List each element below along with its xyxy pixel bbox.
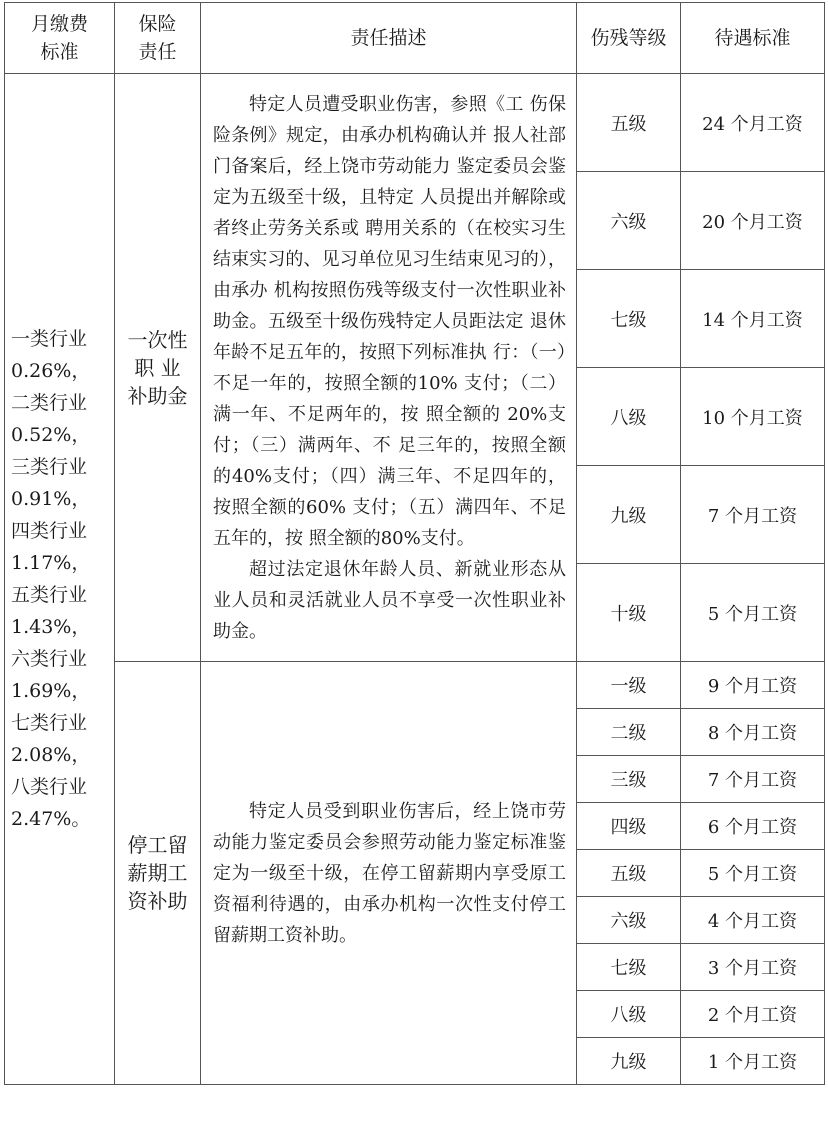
benefit-cell: 5 个月工资 xyxy=(681,564,825,662)
table-row xyxy=(5,74,825,172)
benefit-cell: 2 个月工资 xyxy=(681,991,825,1038)
header-row xyxy=(5,3,825,74)
grade-cell: 七级 xyxy=(577,944,681,991)
benefit-cell: 7 个月工资 xyxy=(681,466,825,564)
grade-cell: 二级 xyxy=(577,709,681,756)
benefit-cell: 24 个月工资 xyxy=(681,74,825,172)
liability-wage-subsidy: 停工留 薪期工 资补助 xyxy=(115,662,201,1085)
grade-cell: 九级 xyxy=(577,1038,681,1085)
benefit-cell: 8 个月工资 xyxy=(681,709,825,756)
grade-cell: 五级 xyxy=(577,850,681,897)
grade-cell: 一级 xyxy=(577,662,681,709)
header-disability-grade: 伤残等级 xyxy=(577,3,681,74)
grade-cell: 五级 xyxy=(577,74,681,172)
benefit-cell: 1 个月工资 xyxy=(681,1038,825,1085)
grade-cell: 八级 xyxy=(577,991,681,1038)
liability-one-time-subsidy: 一次性 职 业 补助金 xyxy=(115,74,201,662)
header-monthly-rate: 月缴费 标准 xyxy=(5,3,115,74)
benefit-cell: 20 个月工资 xyxy=(681,172,825,270)
benefit-cell: 3 个月工资 xyxy=(681,944,825,991)
description-paragraph: 特定人员遭受职业伤害，参照《工 伤保险条例》规定，由承办机构确认并 报人社部门备案后，经上饶市劳动能力 鉴定委员会鉴定为五级至十级，且特定 人员提出并解除或者终止劳务关系或 聘用关系的（在校实习生结束实习的、见习单位见习生结束见习的），由承办 机构按照伤残等级支付一次性职业补 助金。五级至十级伤残特定人员距法定 退休年龄不足五年的，按照下列标准执 行：（一）不足一年的，按照全额的10% 支付；（二）满一年、不足两年的，按 照全额的 20%支付；（三）满两年、不 足三年的，按照全额的40%支付；（四）满三年、不足四年的，按照全额的60% 支付；（五）满四年、不足五年的，按 照全额的80%支付。 xyxy=(213,93,566,549)
benefit-cell: 4 个月工资 xyxy=(681,897,825,944)
benefit-cell: 5 个月工资 xyxy=(681,850,825,897)
description-paragraph: 超过法定退休年龄人员、新就业形态从业人员和灵活就业人员不享受一次性职业补助金。 xyxy=(213,558,566,642)
grade-cell: 十级 xyxy=(577,564,681,662)
grade-cell: 九级 xyxy=(577,466,681,564)
grade-cell: 四级 xyxy=(577,803,681,850)
benefit-cell: 14 个月工资 xyxy=(681,270,825,368)
benefit-cell: 10 个月工资 xyxy=(681,368,825,466)
monthly-rate-cell: 一类行业 0.26%， 二类行业 0.52%， 三类行业 0.91%， 四类行业 1.17%， 五类行业 1.43%， 六类行业 1.69%， 七类行业 2.08%， 八类行业 2.47%。 xyxy=(5,74,115,1085)
grade-cell: 六级 xyxy=(577,897,681,944)
grade-cell: 六级 xyxy=(577,172,681,270)
benefit-cell: 6 个月工资 xyxy=(681,803,825,850)
grade-cell: 八级 xyxy=(577,368,681,466)
description-one-time-subsidy xyxy=(201,74,577,662)
benefit-cell: 7 个月工资 xyxy=(681,756,825,803)
header-liability: 保险 责任 xyxy=(115,3,201,74)
description-paragraph: 特定人员受到职业伤害后，经上饶市劳动能力鉴定委员会参照劳动能力鉴定标准鉴定为一级至十级，在停工留薪期内享受原工资福利待遇的，由承办机构一次性支付停工留薪期工资补助。 xyxy=(213,800,566,946)
header-benefit-standard: 待遇标准 xyxy=(681,3,825,74)
header-description: 责任描述 xyxy=(201,3,577,74)
description-wage-subsidy xyxy=(201,662,577,1085)
table-row xyxy=(5,662,825,709)
grade-cell: 三级 xyxy=(577,756,681,803)
benefit-cell: 9 个月工资 xyxy=(681,662,825,709)
insurance-benefit-table xyxy=(4,2,825,1085)
grade-cell: 七级 xyxy=(577,270,681,368)
